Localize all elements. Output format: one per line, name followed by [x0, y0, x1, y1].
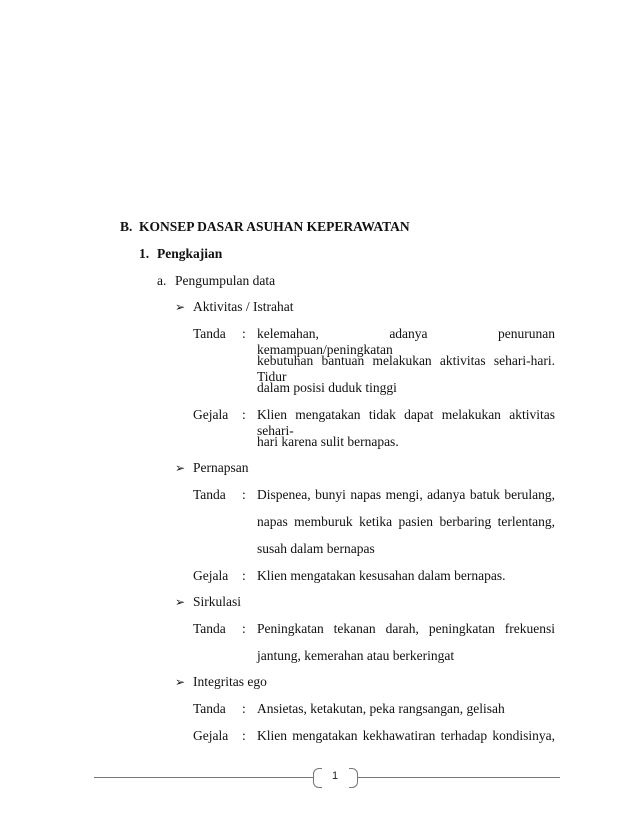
entry-line: Klien mengatakan kekhawatiran terhadap kondisinya, [257, 728, 555, 743]
entry-label: Tanda [193, 701, 226, 716]
entry-line: Ansietas, ketakutan, peka rangsangan, gelisah [257, 701, 505, 716]
group-title: Aktivitas / Istrahat [193, 299, 294, 314]
footer-rule-left [94, 777, 313, 778]
section-number: B. [120, 219, 133, 234]
entry-colon: : [242, 407, 246, 422]
entry-line: Klien mengatakan kesusahan dalam bernapas. [257, 568, 506, 583]
entry-colon: : [242, 621, 246, 636]
entry-colon: : [242, 568, 246, 583]
item-title: Pengumpulan data [175, 273, 276, 288]
bullet-arrow-icon: ➢ [175, 595, 186, 609]
entry-label: Tanda [193, 487, 226, 502]
entry-line: susah dalam bernapas [257, 541, 375, 556]
entry-label: Tanda [193, 326, 226, 341]
section-title: KONSEP DASAR ASUHAN KEPERAWATAN [139, 219, 410, 234]
footer-rule-right [358, 777, 560, 778]
entry-line: kebutuhan bantuan melakukan aktivitas sehari-hari. Tidur [257, 353, 555, 384]
group-title: Integritas ego [193, 674, 267, 689]
group-title: Pernapsan [193, 460, 249, 475]
page-number: 1 [331, 770, 339, 782]
entry-line: Dispenea, bunyi napas mengi, adanya batuk berulang, [257, 487, 555, 502]
entry-label: Gejala [193, 568, 229, 583]
entry-line: hari karena sulit bernapas. [257, 434, 399, 449]
entry-line: Peningkatan tekanan darah, peningkatan frekuensi [257, 621, 555, 636]
entry-colon: : [242, 487, 246, 502]
entry-colon: : [242, 701, 246, 716]
footer-bracket-right [349, 768, 358, 788]
entry-line: kelemahan, adanya penurunan kemampuan/peningkatan [257, 326, 555, 357]
entry-label: Tanda [193, 621, 226, 636]
entry-line: napas memburuk ketika pasien berbaring terlentang, [257, 514, 555, 529]
bullet-arrow-icon: ➢ [175, 461, 186, 475]
footer-bracket-left [313, 768, 322, 788]
entry-label: Gejala [193, 728, 229, 743]
subsection-title: Pengkajian [157, 246, 223, 261]
item-number: a. [157, 273, 167, 288]
subsection-number: 1. [139, 246, 150, 261]
entry-line: Klien mengatakan tidak dapat melakukan aktivitas sehari- [257, 407, 555, 438]
entry-line: dalam posisi duduk tinggi [257, 380, 397, 395]
entry-colon: : [242, 326, 246, 341]
group-title: Sirkulasi [193, 594, 242, 609]
entry-label: Gejala [193, 407, 229, 422]
entry-colon: : [242, 728, 246, 743]
entry-line: jantung, kemerahan atau berkeringat [257, 648, 455, 663]
bullet-arrow-icon: ➢ [175, 300, 186, 314]
bullet-arrow-icon: ➢ [175, 675, 186, 689]
